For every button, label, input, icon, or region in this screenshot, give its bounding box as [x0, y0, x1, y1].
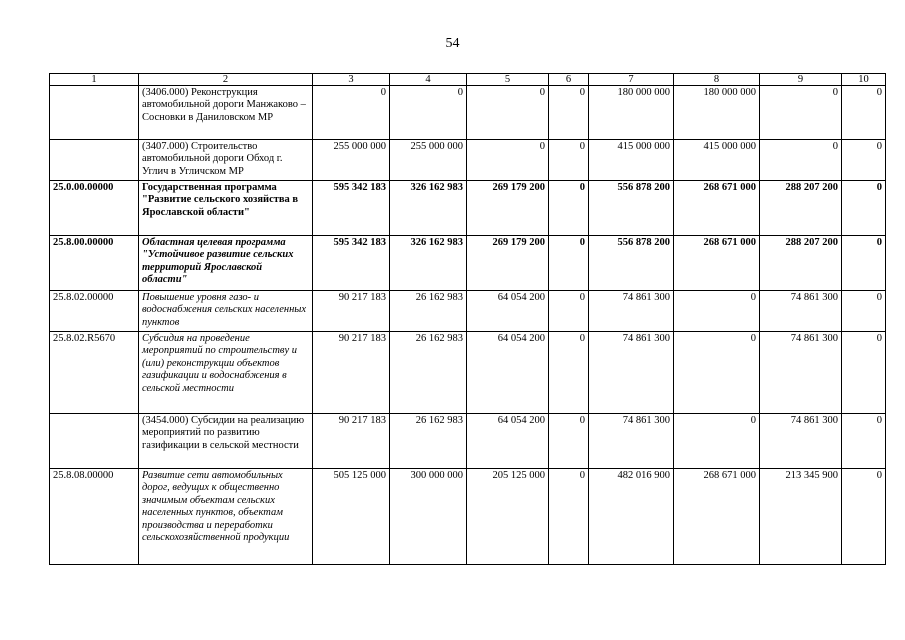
value-col-7: 74 861 300 [589, 332, 674, 414]
value-col-5: 205 125 000 [467, 469, 549, 565]
row-name: (3407.000) Строительство автомобильной дороги Обход г. Углич в Угличском МР [139, 140, 313, 181]
value-col-4: 26 162 983 [390, 291, 467, 332]
value-col-9: 288 207 200 [760, 236, 842, 291]
column-header: 10 [842, 74, 886, 86]
table-row [50, 236, 886, 291]
column-header: 3 [313, 74, 390, 86]
row-code: 25.8.00.00000 [50, 236, 139, 291]
value-col-5: 269 179 200 [467, 181, 549, 236]
value-col-10: 0 [842, 236, 886, 291]
value-col-10: 0 [842, 414, 886, 469]
value-col-7: 74 861 300 [589, 414, 674, 469]
value-col-3: 0 [313, 86, 390, 140]
value-col-7: 415 000 000 [589, 140, 674, 181]
value-col-6: 0 [549, 86, 589, 140]
table-row [50, 414, 886, 469]
value-col-6: 0 [549, 332, 589, 414]
value-col-4: 300 000 000 [390, 469, 467, 565]
row-name: (3406.000) Реконструкция автомобильной дороги Манжаково – Сосновки в Даниловском МР [139, 86, 313, 140]
table-row [50, 86, 886, 140]
value-col-10: 0 [842, 469, 886, 565]
table-row [50, 181, 886, 236]
value-col-8: 0 [674, 332, 760, 414]
value-col-8: 268 671 000 [674, 236, 760, 291]
column-header: 9 [760, 74, 842, 86]
value-col-5: 0 [467, 140, 549, 181]
value-col-5: 64 054 200 [467, 414, 549, 469]
table-row [50, 140, 886, 181]
column-header: 7 [589, 74, 674, 86]
value-col-8: 268 671 000 [674, 181, 760, 236]
value-col-4: 326 162 983 [390, 181, 467, 236]
value-col-4: 255 000 000 [390, 140, 467, 181]
row-code: 25.8.02.00000 [50, 291, 139, 332]
value-col-5: 64 054 200 [467, 332, 549, 414]
row-name: Государственная программа "Развитие сельского хозяйства в Ярославской области" [139, 181, 313, 236]
value-col-4: 326 162 983 [390, 236, 467, 291]
page-number: 54 [445, 36, 460, 51]
value-col-3: 90 217 183 [313, 414, 390, 469]
value-col-7: 180 000 000 [589, 86, 674, 140]
value-col-7: 556 878 200 [589, 181, 674, 236]
column-header: 1 [50, 74, 139, 86]
value-col-10: 0 [842, 140, 886, 181]
value-col-9: 288 207 200 [760, 181, 842, 236]
value-col-6: 0 [549, 469, 589, 565]
table-row [50, 469, 886, 565]
row-code: 25.8.02.R5670 [50, 332, 139, 414]
value-col-8: 180 000 000 [674, 86, 760, 140]
value-col-5: 0 [467, 86, 549, 140]
row-name: Развитие сети автомобильных дорог, ведущих к общественно значимым объектам сельских населенных пунктов, объектам производства и переработки сельскохозяйственной продукции [139, 469, 313, 565]
value-col-6: 0 [549, 236, 589, 291]
value-col-3: 505 125 000 [313, 469, 390, 565]
row-code [50, 86, 139, 140]
column-header: 5 [467, 74, 549, 86]
column-header: 8 [674, 74, 760, 86]
row-code: 25.0.00.00000 [50, 181, 139, 236]
value-col-9: 0 [760, 140, 842, 181]
value-col-8: 0 [674, 414, 760, 469]
budget-table [49, 73, 886, 565]
row-name: Областная целевая программа "Устойчивое развитие сельских территорий Ярославской области" [139, 236, 313, 291]
value-col-3: 90 217 183 [313, 291, 390, 332]
value-col-9: 213 345 900 [760, 469, 842, 565]
row-code [50, 414, 139, 469]
value-col-5: 64 054 200 [467, 291, 549, 332]
value-col-4: 26 162 983 [390, 332, 467, 414]
row-name: Субсидия на проведение мероприятий по строительству и (или) реконструкции объектов газификации и водоснабжения в сельской местности [139, 332, 313, 414]
value-col-3: 255 000 000 [313, 140, 390, 181]
value-col-7: 482 016 900 [589, 469, 674, 565]
value-col-10: 0 [842, 291, 886, 332]
table-row [50, 332, 886, 414]
column-header: 4 [390, 74, 467, 86]
value-col-7: 74 861 300 [589, 291, 674, 332]
table-header-row [50, 74, 886, 86]
value-col-3: 595 342 183 [313, 236, 390, 291]
value-col-8: 0 [674, 291, 760, 332]
value-col-4: 0 [390, 86, 467, 140]
value-col-10: 0 [842, 181, 886, 236]
row-name: Повышение уровня газо- и водоснабжения сельских населенных пунктов [139, 291, 313, 332]
value-col-8: 415 000 000 [674, 140, 760, 181]
value-col-4: 26 162 983 [390, 414, 467, 469]
row-code: 25.8.08.00000 [50, 469, 139, 565]
value-col-6: 0 [549, 414, 589, 469]
value-col-10: 0 [842, 332, 886, 414]
value-col-3: 90 217 183 [313, 332, 390, 414]
table-row [50, 291, 886, 332]
row-name: (3454.000) Субсидии на реализацию мероприятий по развитию газификации в сельской местности [139, 414, 313, 469]
value-col-9: 74 861 300 [760, 332, 842, 414]
value-col-9: 74 861 300 [760, 414, 842, 469]
value-col-10: 0 [842, 86, 886, 140]
column-header: 2 [139, 74, 313, 86]
value-col-8: 268 671 000 [674, 469, 760, 565]
value-col-6: 0 [549, 181, 589, 236]
value-col-3: 595 342 183 [313, 181, 390, 236]
column-header: 6 [549, 74, 589, 86]
value-col-6: 0 [549, 291, 589, 332]
value-col-9: 0 [760, 86, 842, 140]
value-col-9: 74 861 300 [760, 291, 842, 332]
value-col-6: 0 [549, 140, 589, 181]
row-code [50, 140, 139, 181]
value-col-5: 269 179 200 [467, 236, 549, 291]
value-col-7: 556 878 200 [589, 236, 674, 291]
